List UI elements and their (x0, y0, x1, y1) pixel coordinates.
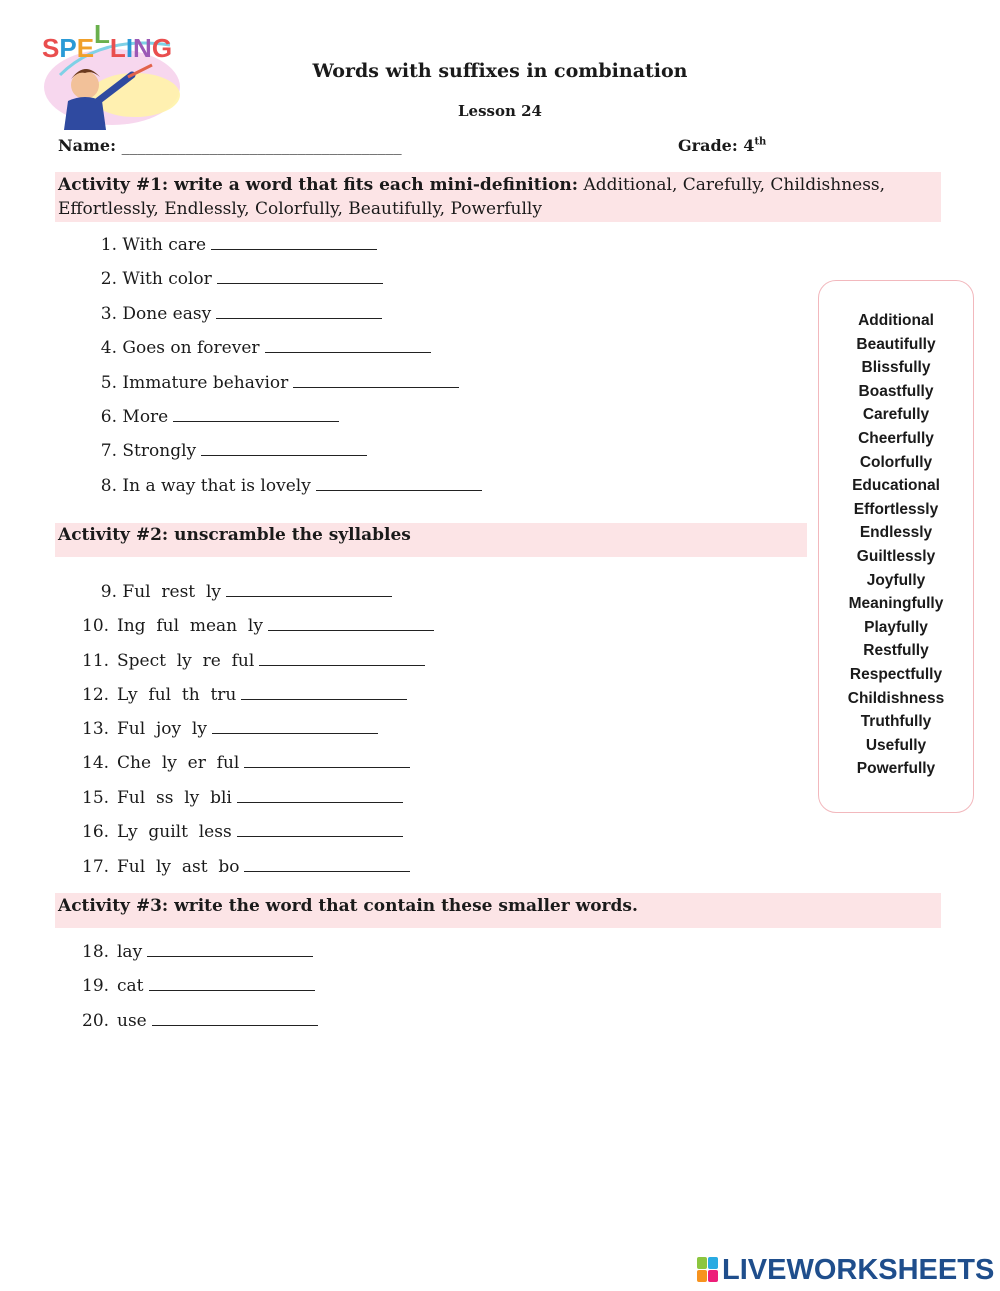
list-item (82, 235, 377, 255)
list-item (82, 822, 403, 842)
answer-blank[interactable] (265, 338, 431, 353)
answer-blank[interactable] (226, 582, 392, 597)
word-bank-item[interactable]: Truthfully (860, 713, 932, 731)
brand-text: LIVEWORKSHEETS (722, 1253, 995, 1286)
list-item (82, 373, 459, 393)
item-number: 19. (82, 976, 110, 996)
item-text: Goes on forever (122, 338, 260, 358)
activity1-title: Activity #1: write a word that fits each mini-definition: (58, 175, 579, 195)
item-number: 20. (82, 1011, 110, 1031)
item-text: Spect ly re ful (117, 651, 255, 671)
item-text: Ful joy ly (117, 719, 207, 739)
list-item (82, 616, 434, 636)
item-text: Ful rest ly (122, 582, 221, 602)
item-text: More (122, 407, 169, 427)
page-title: Words with suffixes in combination (312, 60, 688, 82)
word-bank-item[interactable]: Childishness (847, 689, 945, 707)
activity2-heading: Activity #2: unscramble the syllables (58, 525, 411, 545)
item-text: Strongly (122, 441, 197, 461)
item-number: 9. (100, 582, 117, 602)
word-bank (818, 309, 974, 781)
liveworksheets-brand[interactable] (697, 1252, 994, 1288)
list-item (82, 1011, 318, 1031)
word-bank-item[interactable]: Cheerfully (858, 429, 934, 447)
item-number: 5. (100, 373, 117, 393)
list-item (82, 407, 339, 427)
word-bank-item[interactable]: Carefully (862, 406, 930, 424)
activity1-word-list: Additional, Carefully, Childishness, Effortlessly, Endlessly, Colorfully, Beautifully, Powerfully (58, 175, 886, 219)
item-number: 14. (82, 753, 110, 773)
item-text: lay (117, 942, 143, 962)
list-item (82, 857, 410, 877)
item-number: 1. (100, 235, 117, 255)
answer-blank[interactable] (201, 441, 367, 456)
word-bank-item[interactable]: Guiltlessly (856, 547, 936, 565)
name-row (58, 136, 402, 155)
word-bank-item[interactable]: Colorfully (859, 453, 933, 471)
answer-blank[interactable] (217, 269, 383, 284)
item-text: Ly ful th tru (117, 685, 237, 705)
item-number: 10. (82, 616, 110, 636)
word-bank-item[interactable]: Educational (852, 477, 940, 495)
word-bank-item[interactable]: Beautifully (856, 335, 936, 353)
item-text: Done easy (122, 304, 212, 324)
list-item (82, 719, 378, 739)
word-bank-item[interactable]: Powerfully (856, 760, 936, 778)
word-bank-item[interactable]: Meaningfully (848, 595, 944, 613)
list-item (82, 582, 392, 602)
list-item (82, 753, 410, 773)
name-line[interactable]: ___________________________________ (121, 136, 402, 155)
item-text: Ing ful mean ly (117, 616, 263, 636)
list-item (82, 338, 431, 358)
word-bank-item[interactable]: Effortlessly (853, 500, 939, 518)
item-number: 7. (100, 441, 117, 461)
grade-sup: th (754, 136, 767, 148)
item-text: Ly guilt less (117, 822, 232, 842)
answer-blank[interactable] (316, 476, 482, 491)
word-bank-item[interactable]: Joyfully (866, 571, 926, 589)
item-text: With care (122, 235, 207, 255)
item-number: 8. (100, 476, 117, 496)
item-number: 17. (82, 857, 110, 877)
item-number: 13. (82, 719, 110, 739)
list-item (82, 441, 367, 461)
word-bank-item[interactable]: Endlessly (859, 524, 933, 542)
name-label: Name: (58, 136, 117, 155)
list-item (82, 685, 407, 705)
answer-blank[interactable] (293, 373, 459, 388)
word-bank-item[interactable]: Blissfully (861, 359, 931, 377)
word-bank-item[interactable]: Respectfully (849, 665, 943, 683)
grade-row (678, 136, 766, 155)
lesson-label: Lesson 24 (458, 102, 542, 120)
word-bank-item[interactable]: Restfully (863, 642, 929, 660)
answer-blank[interactable] (173, 407, 339, 422)
item-number: 18. (82, 942, 110, 962)
answer-blank[interactable] (147, 942, 313, 957)
item-number: 12. (82, 685, 110, 705)
list-item (82, 304, 382, 324)
list-item (82, 476, 482, 496)
logo-letters: SPELLING (42, 19, 173, 63)
grade-label: Grade: 4 (678, 136, 755, 155)
answer-blank[interactable] (244, 753, 410, 768)
answer-blank[interactable] (211, 235, 377, 250)
item-text: cat (117, 976, 144, 996)
answer-blank[interactable] (237, 788, 403, 803)
answer-blank[interactable] (152, 1011, 318, 1026)
answer-blank[interactable] (259, 651, 425, 666)
item-number: 15. (82, 788, 110, 808)
answer-blank[interactable] (216, 304, 382, 319)
list-item (82, 942, 313, 962)
item-number: 16. (82, 822, 110, 842)
answer-blank[interactable] (149, 976, 315, 991)
item-text: Ful ss ly bli (117, 788, 232, 808)
list-item (82, 269, 383, 289)
activity1-heading (58, 173, 933, 221)
answer-blank[interactable] (212, 719, 378, 734)
activity3-heading: Activity #3: write the word that contain these smaller words. (58, 896, 638, 916)
item-number: 4. (100, 338, 117, 358)
answer-blank[interactable] (244, 857, 410, 872)
item-text: Ful ly ast bo (117, 857, 240, 877)
item-text: Che ly er ful (117, 753, 240, 773)
list-item (82, 976, 315, 996)
item-number: 2. (100, 269, 117, 289)
item-number: 11. (82, 651, 110, 671)
word-bank-item[interactable]: Usefully (865, 736, 927, 754)
word-bank-item[interactable]: Playfully (864, 618, 928, 636)
answer-blank[interactable] (268, 616, 434, 631)
answer-blank[interactable] (237, 822, 403, 837)
answer-blank[interactable] (241, 685, 407, 700)
item-number: 6. (100, 407, 117, 427)
liveworksheets-logo-icon (697, 1257, 719, 1283)
word-bank-item[interactable]: Additional (858, 312, 934, 329)
item-text: With color (122, 269, 212, 289)
list-item (82, 788, 403, 808)
item-number: 3. (100, 304, 117, 324)
item-text: Immature behavior (122, 373, 289, 393)
word-bank-item[interactable]: Boastfully (858, 382, 934, 400)
list-item (82, 651, 425, 671)
item-text: use (117, 1011, 147, 1031)
item-text: In a way that is lovely (122, 476, 311, 496)
